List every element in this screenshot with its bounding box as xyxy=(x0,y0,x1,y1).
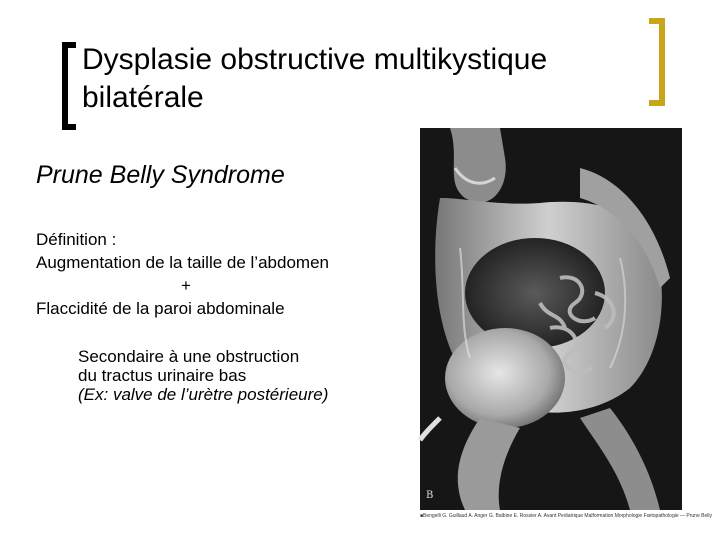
secondary-example: (Ex: valve de l’urètre postérieure) xyxy=(78,385,329,404)
definition-line-2: Flaccidité de la paroi abdominale xyxy=(36,299,285,318)
slide-title: Dysplasie obstructive multikystique bilatérale xyxy=(82,43,548,114)
secondary-line-2: du tractus urinaire bas xyxy=(78,366,247,385)
definition-line-1: Augmentation de la taille de l’abdomen xyxy=(36,253,329,272)
slide-subtitle: Prune Belly Syndrome xyxy=(36,161,285,189)
secondary-line-1: Secondaire à une obstruction xyxy=(78,347,300,366)
definition-plus: + xyxy=(181,276,191,295)
photo-caption: ■Bengelli G. Guillaud A. Anger G. Balbine E. Rossier A. Avant Pediatrique Malformation Morphologie Fœtopathologie — Prune Belly xyxy=(420,513,712,519)
specimen-illustration xyxy=(420,128,682,510)
secondary-block xyxy=(78,347,398,404)
definition-block xyxy=(36,228,396,320)
photo-panel-label: B xyxy=(426,490,434,501)
definition-heading: Définition : xyxy=(36,230,117,249)
specimen-photo xyxy=(420,128,682,510)
title-bracket-right xyxy=(649,18,665,106)
title-bracket-left xyxy=(62,42,76,130)
